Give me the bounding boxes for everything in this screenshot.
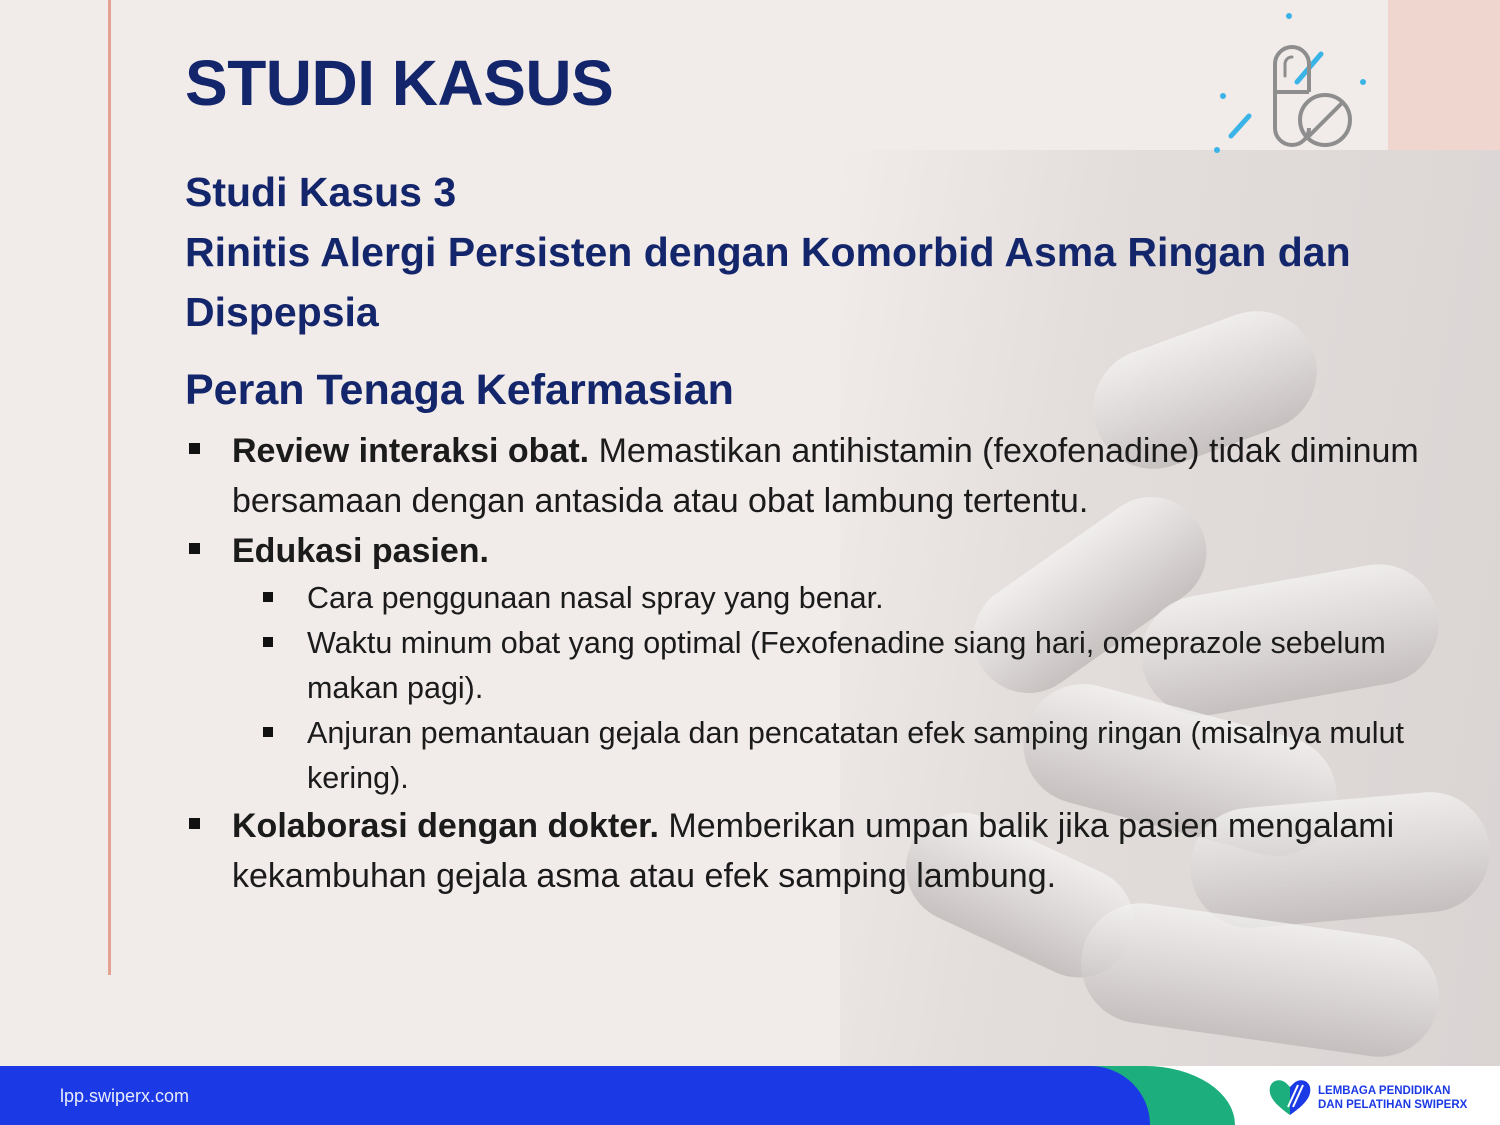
- bullet-list: [185, 426, 1425, 901]
- sub-bullet-item: [232, 621, 1425, 711]
- bullet-item: [185, 426, 1425, 526]
- sub-bullet-list: [232, 576, 1425, 801]
- sub-bullet-text: Cara penggunaan nasal spray yang benar.: [307, 581, 884, 615]
- bullet-bold: Review interaksi obat.: [232, 432, 590, 470]
- square-bullet-icon: [189, 543, 200, 554]
- brand-line-2: DAN PELATIHAN SWIPERX: [1318, 1099, 1468, 1111]
- sub-bullet-text: Waktu minum obat yang optimal (Fexofenadine siang hari, omeprazole sebelum makan pagi).: [307, 626, 1386, 705]
- bullet-bold: Kolaborasi dengan dokter.: [232, 807, 659, 845]
- square-bullet-icon: [263, 727, 273, 737]
- swiperx-heart-logo: [1268, 1077, 1314, 1117]
- square-bullet-icon: [189, 443, 200, 454]
- brand-name: [1318, 1084, 1467, 1112]
- bullet-text: Memastikan antihistamin (fexofenadine) tidak diminum bersamaan dengan antasida atau obat lambung tertentu.: [232, 432, 1419, 520]
- footer-url[interactable]: lpp.swiperx.com: [60, 1086, 190, 1106]
- sub-bullet-item: [232, 576, 1425, 621]
- section-heading: Peran Tenaga Kefarmasian: [185, 366, 734, 414]
- bullet-item: [185, 526, 1425, 801]
- case-subtitle: [185, 162, 1415, 342]
- case-title-line-1: Rinitis Alergi Persisten dengan Komorbid Asma Ringan dan: [185, 229, 1351, 275]
- square-bullet-icon: [189, 818, 200, 829]
- bullet-bold: Edukasi pasien.: [232, 532, 489, 570]
- brand-line-1: LEMBAGA PENDIDIKAN: [1318, 1085, 1451, 1097]
- square-bullet-icon: [263, 592, 273, 602]
- bullet-item: [185, 801, 1425, 901]
- slide-title: STUDI KASUS: [185, 47, 614, 119]
- corner-accent-block: [1388, 0, 1500, 150]
- sub-bullet-item: [232, 711, 1425, 801]
- pill-capsule-icon: [1205, 8, 1380, 158]
- case-title-line-2: Dispepsia: [185, 289, 379, 335]
- footer-bar: [0, 1066, 1500, 1125]
- case-number: Studi Kasus 3: [185, 169, 457, 215]
- left-accent-rule: [108, 0, 111, 975]
- sub-bullet-text: Anjuran pemantauan gejala dan pencatatan efek samping ringan (misalnya mulut kering).: [307, 716, 1405, 795]
- bullet-text: Memberikan umpan balik jika pasien mengalami kekambuhan gejala asma atau efek samping lambung.: [232, 807, 1395, 895]
- square-bullet-icon: [263, 637, 273, 647]
